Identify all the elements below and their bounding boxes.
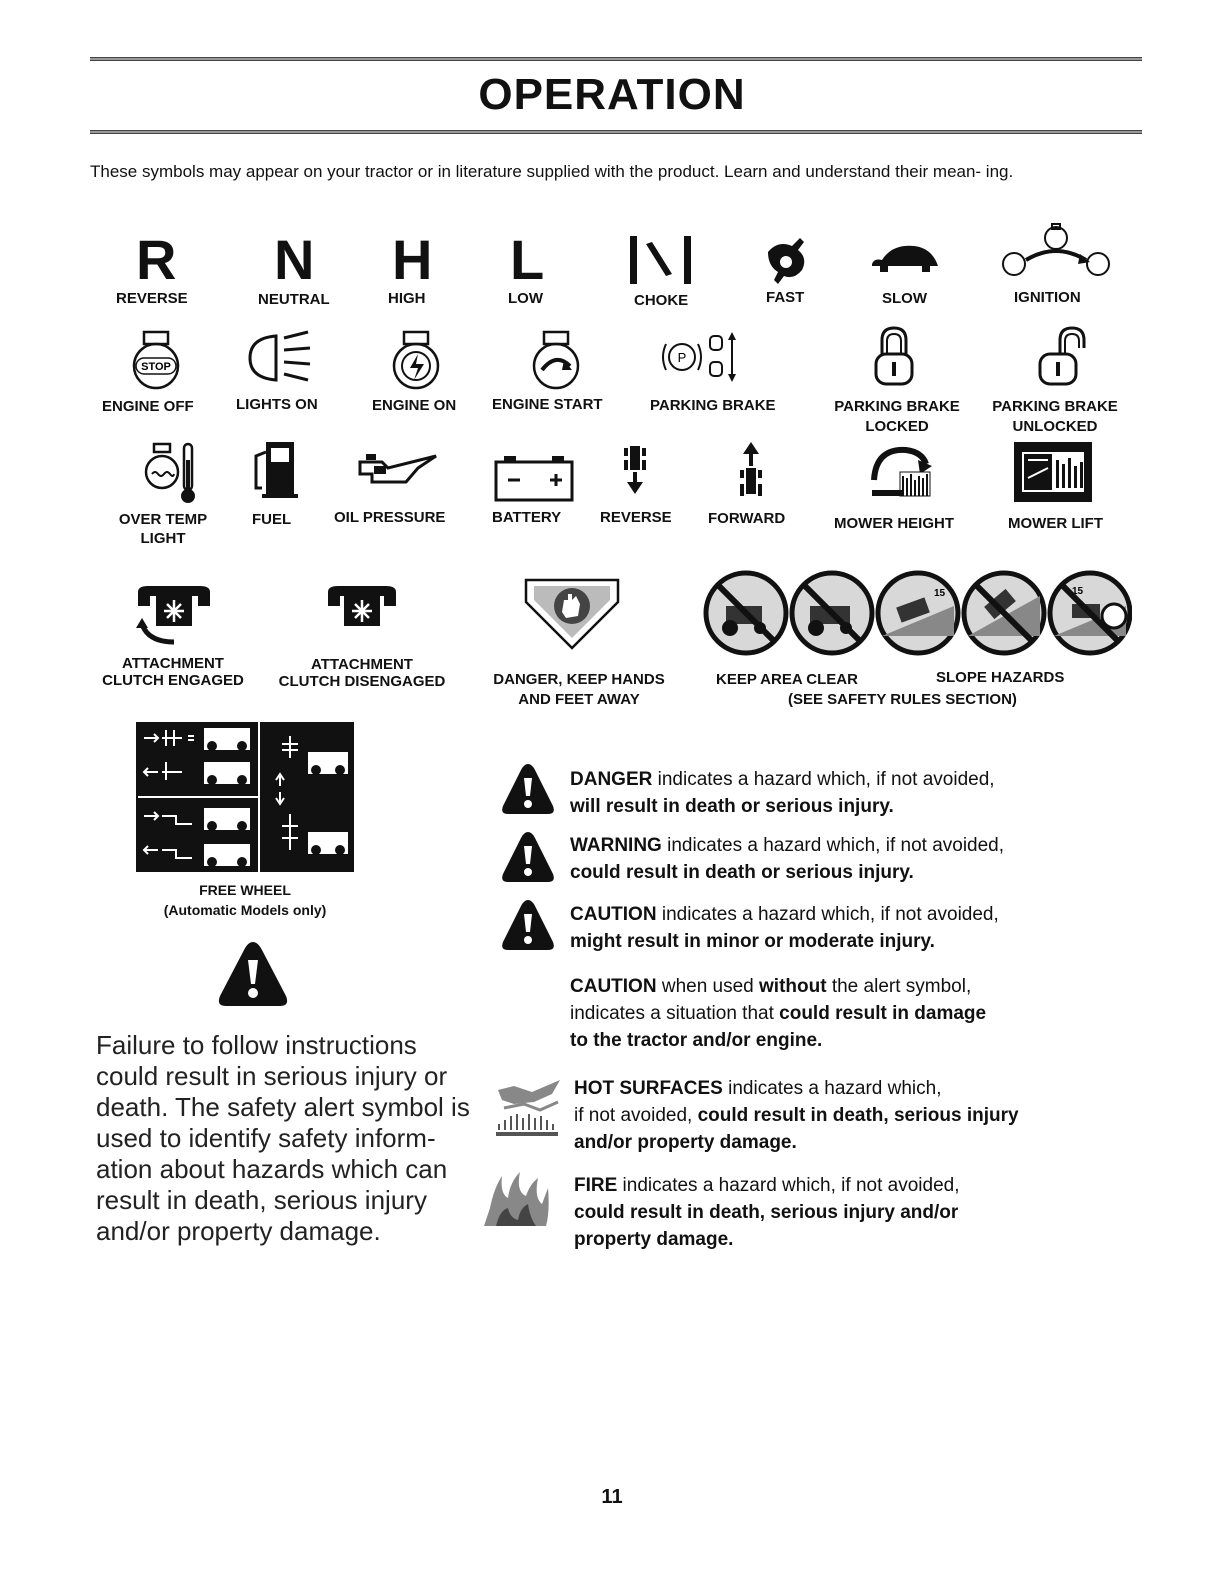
engine-start-icon (528, 330, 584, 390)
lights-on-icon (246, 328, 316, 386)
parking-brake-locked-icon (870, 326, 918, 390)
keep-area-clear-and-slope-hazards-icons (702, 566, 1132, 660)
label-low: LOW (508, 290, 543, 307)
prohibition-icon-2 (792, 573, 872, 653)
engine-on-icon (388, 330, 444, 390)
slope-icon-2 (964, 573, 1044, 653)
label-over-temp: OVER TEMP LIGHT (118, 511, 208, 547)
hot-surface-icon (494, 1072, 566, 1138)
label-engine-off: ENGINE OFF (102, 398, 194, 415)
high-letter: H (392, 228, 433, 291)
over-temp-icon (144, 440, 200, 506)
hot-surfaces-definition: HOT SURFACES indicates a hazard which, if not avoided, could result in death, serious injury and/or property damage. (574, 1078, 1019, 1153)
danger-alert-icon (500, 762, 556, 818)
turtle-icon (866, 240, 946, 280)
label-clutch-disengaged: ATTACHMENT CLUTCH DISENGAGED (278, 656, 446, 690)
parking-brake-icon (660, 330, 744, 384)
label-free-wheel: FREE WHEEL (Automatic Models only) (163, 882, 327, 918)
intro-text: These symbols may appear on your tractor or in literature supplied with the product. Learn and understand their mean- ing. (90, 162, 1014, 181)
label-mower-height: MOWER HEIGHT (834, 515, 954, 532)
parking-p-text: P (677, 350, 687, 365)
label-ignition: IGNITION (1014, 289, 1081, 306)
engine-off-icon (128, 330, 184, 390)
forward-direction-icon (736, 442, 766, 498)
label-reverse-direction: REVERSE (600, 509, 672, 526)
label-fuel: FUEL (252, 511, 292, 528)
caution-note: CAUTION when used without the alert symbol, indicates a situation that could result in damage to the tractor and/or engine. (570, 976, 987, 1051)
ignition-icon (1000, 222, 1112, 282)
mower-lift-icon (1014, 442, 1092, 502)
prohibition-icon-1 (706, 573, 786, 653)
hand-danger-icon (524, 576, 620, 652)
danger-definition: DANGER indicates a hazard which, if not avoided, will result in death or serious injury. (570, 769, 995, 817)
slope-mark-1: 15 (934, 588, 946, 599)
label-keep-area-clear: KEEP AREA CLEAR (716, 671, 858, 688)
free-wheel-icon (136, 722, 354, 872)
low-letter: L (510, 228, 545, 291)
page-number: 11 (601, 1486, 623, 1508)
label-forward-direction: FORWARD (708, 510, 786, 527)
top-rule (90, 57, 1142, 61)
slope-mark-2: 15 (1072, 586, 1084, 597)
label-parking-brake-unlocked: PARKING BRAKE UNLOCKED (992, 398, 1118, 435)
label-parking-brake-locked: PARKING BRAKE LOCKED (834, 398, 960, 435)
label-reverse: REVERSE (116, 290, 188, 307)
caution-definition: CAUTION indicates a hazard which, if not avoided, might result in minor or moderate injury. (570, 904, 999, 952)
label-oil-pressure: OIL PRESSURE (334, 509, 446, 526)
warning-alert-icon (500, 830, 556, 886)
label-lights-on: LIGHTS ON (236, 396, 318, 413)
safety-alert-icon (216, 938, 290, 1010)
reverse-letter: R (136, 228, 177, 291)
label-mower-lift: MOWER LIFT (1008, 515, 1103, 532)
choke-icon (628, 234, 698, 288)
slope-icon-1 (878, 573, 958, 653)
battery-icon (494, 454, 574, 502)
oil-pressure-icon (358, 450, 440, 490)
label-engine-start: ENGINE START (492, 396, 603, 413)
clutch-engaged-icon (134, 584, 214, 646)
slope-icon-3 (1050, 573, 1130, 653)
warning-definition: WARNING indicates a hazard which, if not avoided, could result in death or serious injury. (570, 835, 1005, 883)
safety-warning-paragraph: Failure to follow instructions could result in serious injury or death. The safety alert symbol is used to identify safety inform- ation about hazards which can result in death, serious injury and/or property damage. (96, 1030, 470, 1246)
label-see-safety-rules: (SEE SAFETY RULES SECTION) (788, 691, 1017, 708)
reverse-direction-icon (620, 444, 650, 496)
label-choke: CHOKE (634, 292, 689, 309)
label-neutral: NEUTRAL (258, 291, 330, 308)
mower-height-icon (870, 444, 934, 498)
parking-brake-unlocked-icon (1036, 326, 1088, 390)
rabbit-icon (760, 232, 816, 288)
label-battery: BATTERY (492, 509, 562, 526)
label-keep-hands-away: DANGER, KEEP HANDS AND FEET AWAY (493, 671, 665, 708)
fire-icon (480, 1168, 552, 1228)
stop-text: STOP (141, 361, 171, 373)
label-parking-brake: PARKING BRAKE (650, 397, 776, 414)
label-high: HIGH (388, 290, 426, 307)
label-fast: FAST (766, 289, 805, 306)
fire-definition: FIRE indicates a hazard which, if not avoided, could result in death, serious injury and/or property damage. (574, 1175, 960, 1250)
title-rule (90, 130, 1142, 134)
label-engine-on: ENGINE ON (372, 397, 457, 414)
label-slope-hazards: SLOPE HAZARDS (936, 669, 1065, 686)
page-title: OPERATION (478, 70, 746, 119)
clutch-disengaged-icon (326, 584, 398, 632)
label-slow: SLOW (882, 290, 927, 307)
label-clutch-engaged: ATTACHMENT CLUTCH ENGAGED (102, 655, 244, 689)
caution-alert-icon (500, 898, 556, 954)
fuel-pump-icon (252, 438, 302, 500)
neutral-letter: N (274, 228, 315, 291)
